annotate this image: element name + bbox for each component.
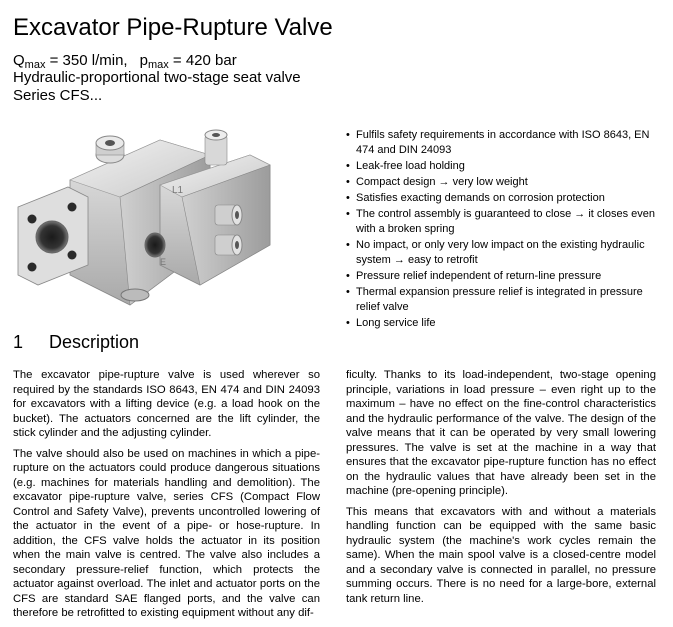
description-right-column: [346, 368, 656, 612]
series-label: Series CFS...: [13, 87, 103, 104]
port-label-e: E: [160, 257, 167, 267]
section-heading: [13, 330, 139, 354]
bullet: •: [346, 270, 350, 282]
bullet: •: [346, 286, 350, 298]
feature-item: • Long service life: [346, 317, 436, 329]
description-left-column: [13, 368, 320, 627]
feature-item: • Pressure relief independent of return-line pressure: [346, 270, 602, 282]
q-label: Q: [13, 52, 25, 69]
bullet: •: [346, 317, 350, 329]
paragraph: This means that excavators with and without a materials handling function can be equipped with the same basic hydraulic system (the machine's work cycles remain the same). When the main spool valve is a closed-centre model and a secondary valve is connected in parallel, no pressure summing occurs. There is no need for a large-bore, external tank return line.: [346, 505, 656, 605]
bullet: •: [346, 239, 350, 251]
bullet: •: [346, 129, 350, 141]
feature-item: • Leak-free load holding: [346, 160, 465, 172]
bullet: •: [346, 160, 350, 172]
bullet: •: [346, 176, 350, 188]
p-subscript: max: [147, 59, 169, 71]
feature-item: • Fulfils safety requirements in accordance with ISO 8643, EN 474 and DIN 24093: [346, 129, 650, 156]
paragraph: The valve should also be used on machines in which a pipe-rupture on the actuators could produce dangerous situations (e.g. machines for materials handling and demolition). The excavator pipe-rupture valve, series CFS (Compact Flow Control and Safety Valve), prevents uncontrolled lowering of the actuator in the event of a pipe- or hose-rupture. In addition, the CFS valve holds the actuator in its position when the main valve is centred. The valve also includes a secondary pressure-relief function, which protects the actuator against overload. The inlet and actuator ports on the CFS are standard SAE flanged ports, and the valve can therefore be retrofitted to existing equipment without any dif-: [13, 447, 320, 619]
feature-item: • Thermal expansion pressure relief is integrated in pressure relief valve: [346, 286, 643, 313]
feature-list: [346, 128, 666, 332]
document-title: Excavator Pipe-Rupture Valve: [13, 14, 333, 41]
q-value: = 350 l/min,: [45, 52, 128, 69]
port-label-l1: L1: [172, 185, 184, 196]
feature-item: • Compact design → very low weight: [346, 176, 528, 188]
p-label: p: [139, 52, 148, 69]
feature-item: • Satisfies exacting demands on corrosion protection: [346, 192, 605, 204]
feature-item: • The control assembly is guaranteed to close → it closes even with a broken spring: [346, 208, 655, 235]
bullet: •: [346, 192, 350, 204]
section-number: 1: [13, 332, 24, 352]
bullet: •: [346, 208, 350, 220]
valve-photo: [10, 125, 330, 320]
paragraph: The excavator pipe-rupture valve is used wherever so required by the standards ISO 8643, EN 474 and DIN 24093 for excavators with a lifting device (e.g. a load hook on the bucket). The actuators concerned are the lift cylinder, the stick cylinder and the adjusting cylinder.: [13, 369, 320, 439]
paragraph: ficulty. Thanks to its load-independent, two-stage opening principle, variations in load pressure – even right up to the maximum – have no effect on the fine-control characteristics and the hydraulic performance of the valve. The design of the valve means that it can be operated by very small lowering pressures. The valve is set at the machine in a way that ensures that the excavator pipe-rupture function has no effect on the hydraulic values that have already been set in the machine (pre-opening principle).: [346, 369, 656, 497]
p-value: = 420 bar: [168, 52, 237, 69]
document-subtitle: Hydraulic-proportional two-stage seat valve: [13, 69, 301, 86]
section-title: Description: [49, 332, 140, 352]
feature-item: • No impact, or only very low impact on the existing hydraulic system → easy to retrofit: [346, 239, 645, 266]
q-subscript: max: [24, 59, 46, 71]
